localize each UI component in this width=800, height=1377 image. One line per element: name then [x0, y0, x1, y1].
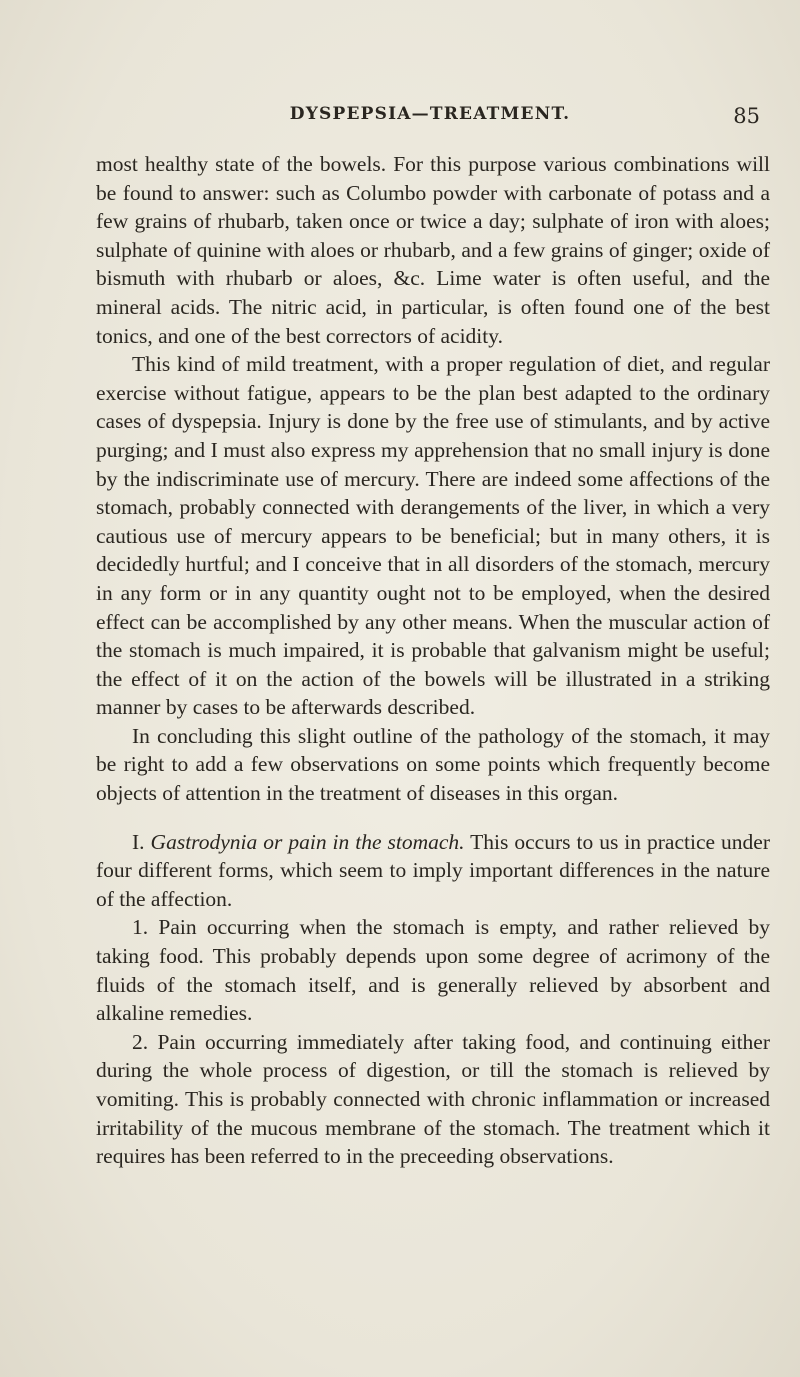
page-header: [100, 104, 760, 134]
paragraph: most healthy state of the bowels. For this purpose various combinations will be found to answer: such as Columbo powder with carbonate of potass and a few grains of rhubarb, taken once or twice a day; sulphate of iron with aloes; sulphate of quinine with aloes or rhubarb, and a few grains of ginger; oxide of bismuth with rhubarb or aloes, &c. Lime water is often useful, and the mineral acids. The nitric acid, in particular, is often found one of the best tonics, and one of the best correctors of acidity.: [96, 152, 770, 348]
body-text: [96, 150, 770, 1171]
list-item: 2. Pain occurring immediately after taking food, and continuing either during the whole process of digestion, or till the stomach is relieved by vomiting. This is probably connected with chronic inflammation or increased irritability of the mucous membrane of the stomach. The treatment which it requires has been referred to in the preceeding observations.: [96, 1029, 770, 1169]
section-numeral: I.: [132, 829, 145, 854]
section-paragraph: [96, 828, 770, 914]
running-head: DYSPEPSIA—TREATMENT.: [289, 104, 571, 124]
section-title: Gastrodynia or pain in the stomach.: [150, 829, 465, 854]
paragraph: In concluding this slight outline of the pathology of the stomach, it may be right to add a few observations on some points which frequently become objects of attention in the treatment of diseases in this organ.: [96, 723, 770, 806]
page-number: 85: [733, 104, 760, 128]
section-text: This occurs to us in practice under four different forms, which seem to imply important differences in the nature of the affection.: [96, 829, 770, 911]
list-item: 1. Pain occurring when the stomach is empty, and rather relieved by taking food. This probably depends upon some degree of acrimony of the fluids of the stomach itself, and is generally relieved by absorbent and alkaline remedies.: [96, 915, 770, 1026]
paragraph: This kind of mild treatment, with a proper regulation of diet, and regular exercise without fatigue, appears to be the plan best adapted to the ordinary cases of dyspepsia. Injury is done by the free use of stimulants, and by active purging; and I must also express my apprehension that no small injury is done by the indiscriminate use of mercury. There are indeed some affections of the stomach, probably connected with derangements of the liver, in which a very cautious use of mercury appears to be beneficial; but in many others, it is decidedly hurtful; and I conceive that in all disorders of the stomach, mercury in any form or in any quantity ought not to be employed, when the desired effect can be accomplished by any other means. When the muscular action of the stomach is much impaired, it is probable that galvanism might be useful; the effect of it on the action of the bowels will be illustrated in a striking manner by cases to be afterwards described.: [96, 352, 770, 720]
